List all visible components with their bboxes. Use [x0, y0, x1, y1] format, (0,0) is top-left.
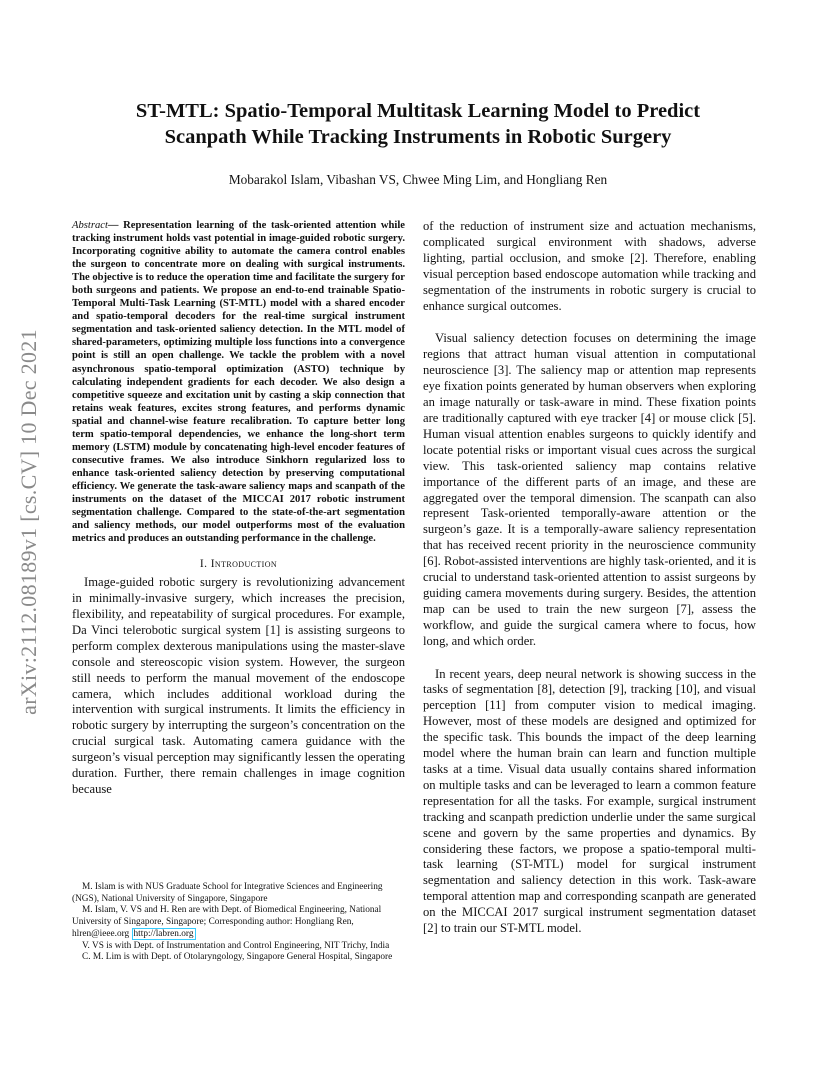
footnote-2	[72, 905, 405, 940]
right-paragraph-3: In recent years, deep neural network is showing success in the tasks of segmentation [8], detection [9], tracking [10], and visual perception [11] from computer vision to medical imaging. However, most of these models are designed and optimized for the specific task. This bounds the impact of the deep learning model where the human brain can learn and function multiple tasks at a time. Visual data usually contains shared information on multiple tasks and can be leveraged to learn a common feature representation for all the tasks. For example, surgical instrument tracking and scanpath prediction underlie under the same surgical scene and govern by the same properties and dynamics. By considering these factors, we propose a spatio-temporal multi-task learning (ST-MTL) model for surgical instrument segmentation and saliency detection in this work. Task-aware temporal attention map and corresponding scanpath are generated on the MICCAI 2017 surgical instrument segmentation dataset [2] to train our ST-MTL model.	[423, 666, 756, 936]
footnote-3: V. VS is with Dept. of Instrumentation and Control Engineering, NIT Trichy, India	[82, 940, 390, 951]
author-list: Mobarakol Islam, Vibashan VS, Chwee Ming Lim, and Hongliang Ren	[228, 172, 608, 187]
right-column	[423, 219, 756, 937]
section-title: Introduction	[210, 558, 278, 571]
footnote-2-text: M. Islam, V. VS and H. Ren are with Dept. of Biomedical Engineering, National University of Singapore, Singapore; Corresponding author: Hongliang Ren, hlren@ieee.org	[72, 905, 382, 939]
footnote-4: C. M. Lim is with Dept. of Otolaryngology, Singapore General Hospital, Singapore	[82, 952, 393, 963]
intro-paragraph-1: Image-guided robotic surgery is revolutionizing advancement in minimally-invasive surgery, which increases the precision, flexibility, and repeatability of surgical procedures. For example, Da Vinci telerobotic surgical system [1] is assisting surgeons to perform complex dexterous manipulations using the master-slave console and stereoscopic vision system. However, the surgeon still needs to perform the manual movement of the endoscope camera, which includes additional workload during the intervention with surgical instruments. It limits the efficiency in robotic surgery by interrupting the surgeon’s concentration on the crucial surgical task. Automating camera guidance with the surgeon’s visual perception may significantly lessen the operating duration. Further, there remain challenges in image cognition because	[72, 575, 405, 796]
abstract-text: — Representation learning of the task-oriented attention while tracking instrument holds vast potential in image-guided robotic surgery. Incorporating cognitive ability to automate the camera control enables the surgeon to concentrate more on dealing with surgical instruments. The objective is to reduce the operation time and facilitate the surgery for both surgeons and patients. We propose an end-to-end trainable Spatio-Temporal Multi-Task Learning (ST-MTL) model with a shared encoder and spatio-temporal decoders for the real-time surgical instrument segmentation and task-oriented saliency detection. In the MTL model of shared-parameters, optimizing multiple loss functions into a convergence point is still an open challenge. We tackle the problem with a novel asynchronous spatio-temporal optimization (ASTO) technique by calculating independent gradients for each decoder. We also design a competitive squeeze and excitation unit by casting a skip connection that retains weak features, excites strong features, and performs dynamic spatial and channel-wise feature recalibration. To capture better long term spatio-temporal dependencies, we enhance the long-short term memory (LSTM) module by concatenating high-level encoder features of consecutive frames. We also introduce Sinkhorn regularized loss to enhance task-oriented saliency detection by preserving computational efficiency. We generate the task-aware saliency maps and scanpath of the instruments on the dataset of the MICCAI 2017 robotic instrument segmentation challenge. Compared to the state-of-the-art segmentation and saliency methods, our model outperforms most of the evaluation metrics and produces an outstanding performance in the challenge.	[72, 220, 405, 545]
right-paragraph-2: Visual saliency detection focuses on determining the image regions that attract human visual attention in computational neuroscience [3]. The saliency map or attention map represents eye fixation points generated by human observers when exploring an image naturally or task-aware in mind. These fixation points are traditionally captured with eye tracker [4] or mouse click [5]. Human visual attention enables surgeons to quickly identify and locate potential risks or important visual cues across the surgical view. This task-oriented saliency map contains relative importance of the different parts of an image, and these are aggregated over the temporal dimension. The scanpath can also represent Task-oriented temporally-aware attention or the surgeon’s gaze. It is a temporally-aware saliency representation that has received recent priority in the neuroscience community [6]. Robot-assisted interventions are highly task-oriented, and it is crucial to understand task-oriented attention to assist surgeons by guiding camera movements during surgery. Besides, the attention map can be used to train the new surgeon [7], assess the workflow, and guide the surgical camera where to focus, how long, and which order.	[423, 331, 756, 648]
footnote-1: M. Islam is with NUS Graduate School for Integrative Sciences and Engineering (NGS), National University of Singapore, Singapore	[72, 882, 383, 904]
footnotes	[72, 882, 405, 964]
section-number: I.	[199, 558, 211, 571]
arxiv-stamp	[6, 282, 52, 762]
title-line-2: Scanpath While Tracking Instruments in Robotic Surgery	[164, 126, 672, 148]
paper-title	[60, 98, 776, 150]
left-column	[72, 219, 405, 798]
abstract	[72, 219, 405, 545]
right-paragraph-1: of the reduction of instrument size and actuation mechanisms, complicated surgical environment with shadows, adverse lighting, partial occlusion, and smoke [2]. Therefore, enabling visual perception based endoscope automation while tracking and segmentation of the instruments in robotic surgery is crucial to enhance surgical outcomes.	[423, 219, 756, 313]
abstract-label: Abstract	[72, 220, 108, 231]
section-heading	[72, 558, 405, 570]
title-line-1: ST-MTL: Spatio-Temporal Multitask Learning Model to Predict	[135, 100, 701, 122]
arxiv-stamp-text: arXiv:2112.08189v1 [cs.CV] 10 Dec 2021	[16, 329, 41, 715]
lab-website-link[interactable]: http://labren.org	[133, 928, 194, 939]
